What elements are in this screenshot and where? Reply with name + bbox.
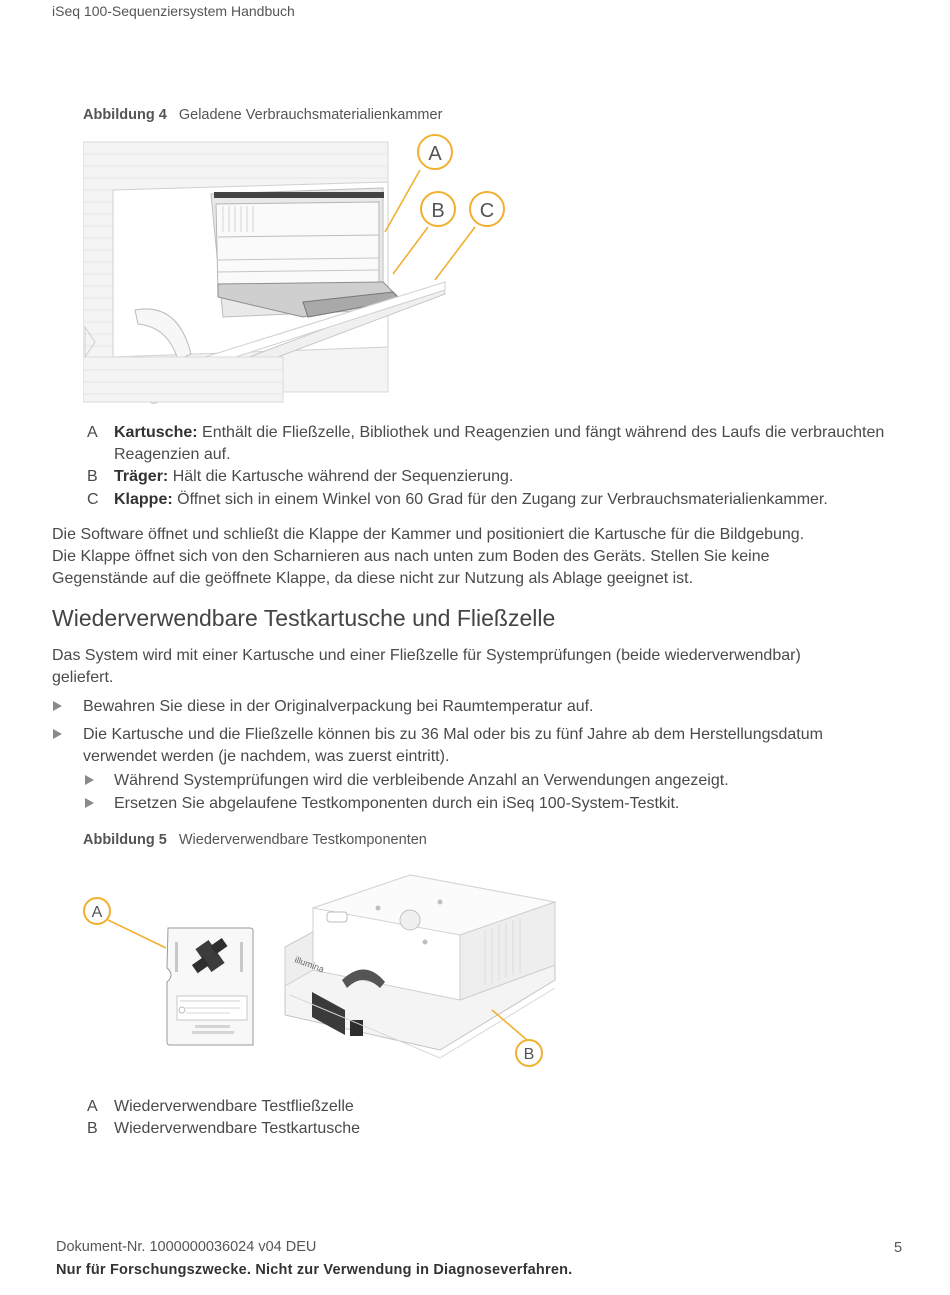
legend-letter: A [87,1098,98,1115]
test-cartridge [285,875,555,1058]
subbullet-triangle-icon [85,798,94,808]
legend-5-item-b [87,1118,360,1140]
legend-desc: Hält die Kartusche während der Sequenzierung. [172,468,514,485]
legend-4-item-b [87,466,513,488]
legend-desc: Wiederverwendbare Testkartusche [114,1120,361,1137]
legend-4-item-a [87,422,884,444]
section-heading: Wiederverwendbare Testkartusche und Fließzelle [52,605,556,631]
legend-term: Kartusche: [114,424,198,441]
bullet-triangle-icon [53,701,62,711]
legend-desc: Öffnet sich in einem Winkel von 60 Grad für den Zugang zur Verbrauchsmaterialienkammer. [177,491,828,508]
bullet-item-2 [83,724,823,768]
legend-letter: B [87,468,98,485]
section-intro [52,645,902,689]
subbullet-item-1: Während Systemprüfungen wird die verbleibende Anzahl an Verwendungen angezeigt. [114,772,729,789]
test-flow-cell [167,928,253,1045]
callout-a-fig4-label: A [428,143,442,165]
paragraph-line: Gegenstände auf die geöffnete Klappe, da diese nicht zur Nutzung als Ablage geeignet ist. [52,570,694,587]
callout-a-fig4 [418,135,452,169]
paragraph-line: Das System wird mit einer Kartusche und einer Fließzelle für Systemprüfungen (beide wiederverwendbar) [52,647,801,664]
figure-5-title: Wiederverwendbare Testkomponenten [178,832,427,848]
cartridge-brand-logo: illumina [293,954,326,975]
page-number: 5 [894,1240,903,1256]
legend-desc: Enthält die Fließzelle, Bibliothek und Reagenzien und fängt während des Laufs die verbrauchten [202,424,885,441]
legend-letter: B [87,1120,98,1137]
callout-a-fig5-label: A [91,904,103,921]
callout-a-fig5 [84,898,110,924]
legend-letter: C [87,491,99,508]
paragraph-line: Die Software öffnet und schließt die Klappe der Kammer und positioniert die Kartusche für die Bildgebung. [52,526,805,543]
paragraph-line: geliefert. [52,669,114,686]
legend-letter: A [87,424,98,441]
legend-term: Träger: [114,468,169,485]
legend-desc: Wiederverwendbare Testfließzelle [114,1098,354,1115]
callout-b-fig4-label: B [431,200,445,222]
legend-5-item-a [87,1096,354,1118]
running-header: iSeq 100-Sequenziersystem Handbuch [52,3,295,19]
figure-5-label: Abbildung 5 [83,832,167,848]
callout-b-fig4 [421,192,455,226]
callout-c-fig4-label: C [479,200,495,222]
figure-5-caption [83,832,427,848]
paragraph-line: Die Klappe öffnet sich von den Scharnieren aus nach unten zum Boden des Geräts. Stellen Sie keine [52,548,770,565]
footer-disclaimer: Nur für Forschungszwecke. Nicht zur Verwendung in Diagnoseverfahren. [56,1262,573,1278]
bullet-line: Die Kartusche und die Fließzelle können bis zu 36 Mal oder bis zu fünf Jahre ab dem Herstellungsdatum [83,726,823,743]
figure-4-title: Geladene Verbrauchsmaterialienkammer [178,107,443,123]
figure-4-caption [83,107,442,123]
subbullet-triangle-icon [85,775,94,785]
callout-c-fig4 [470,192,504,226]
legend-4-item-c [87,489,828,511]
subbullet-item-2: Ersetzen Sie abgelaufene Testkomponenten durch ein iSeq 100-System-Testkit. [114,795,680,812]
legend-4-item-a-continued: Reagenzien auf. [114,446,231,463]
footer-document-number: Dokument-Nr. 1000000036024 v04 DEU [56,1239,317,1255]
callout-b-fig5 [516,1040,542,1066]
legend-term: Klappe: [114,491,173,508]
bullet-line: verwendet werden (je nachdem, was zuerst eintritt). [83,748,450,765]
figure-5-test-components-illustration [80,870,570,1085]
bullet-triangle-icon [53,729,62,739]
figure-4-label: Abbildung 4 [83,107,167,123]
bullet-item-1: Bewahren Sie diese in der Originalverpackung bei Raumtemperatur auf. [83,698,594,715]
body-paragraph-1 [52,524,902,590]
callout-b-fig5-label: B [523,1046,535,1063]
figure-4-consumables-compartment-illustration [83,132,513,404]
